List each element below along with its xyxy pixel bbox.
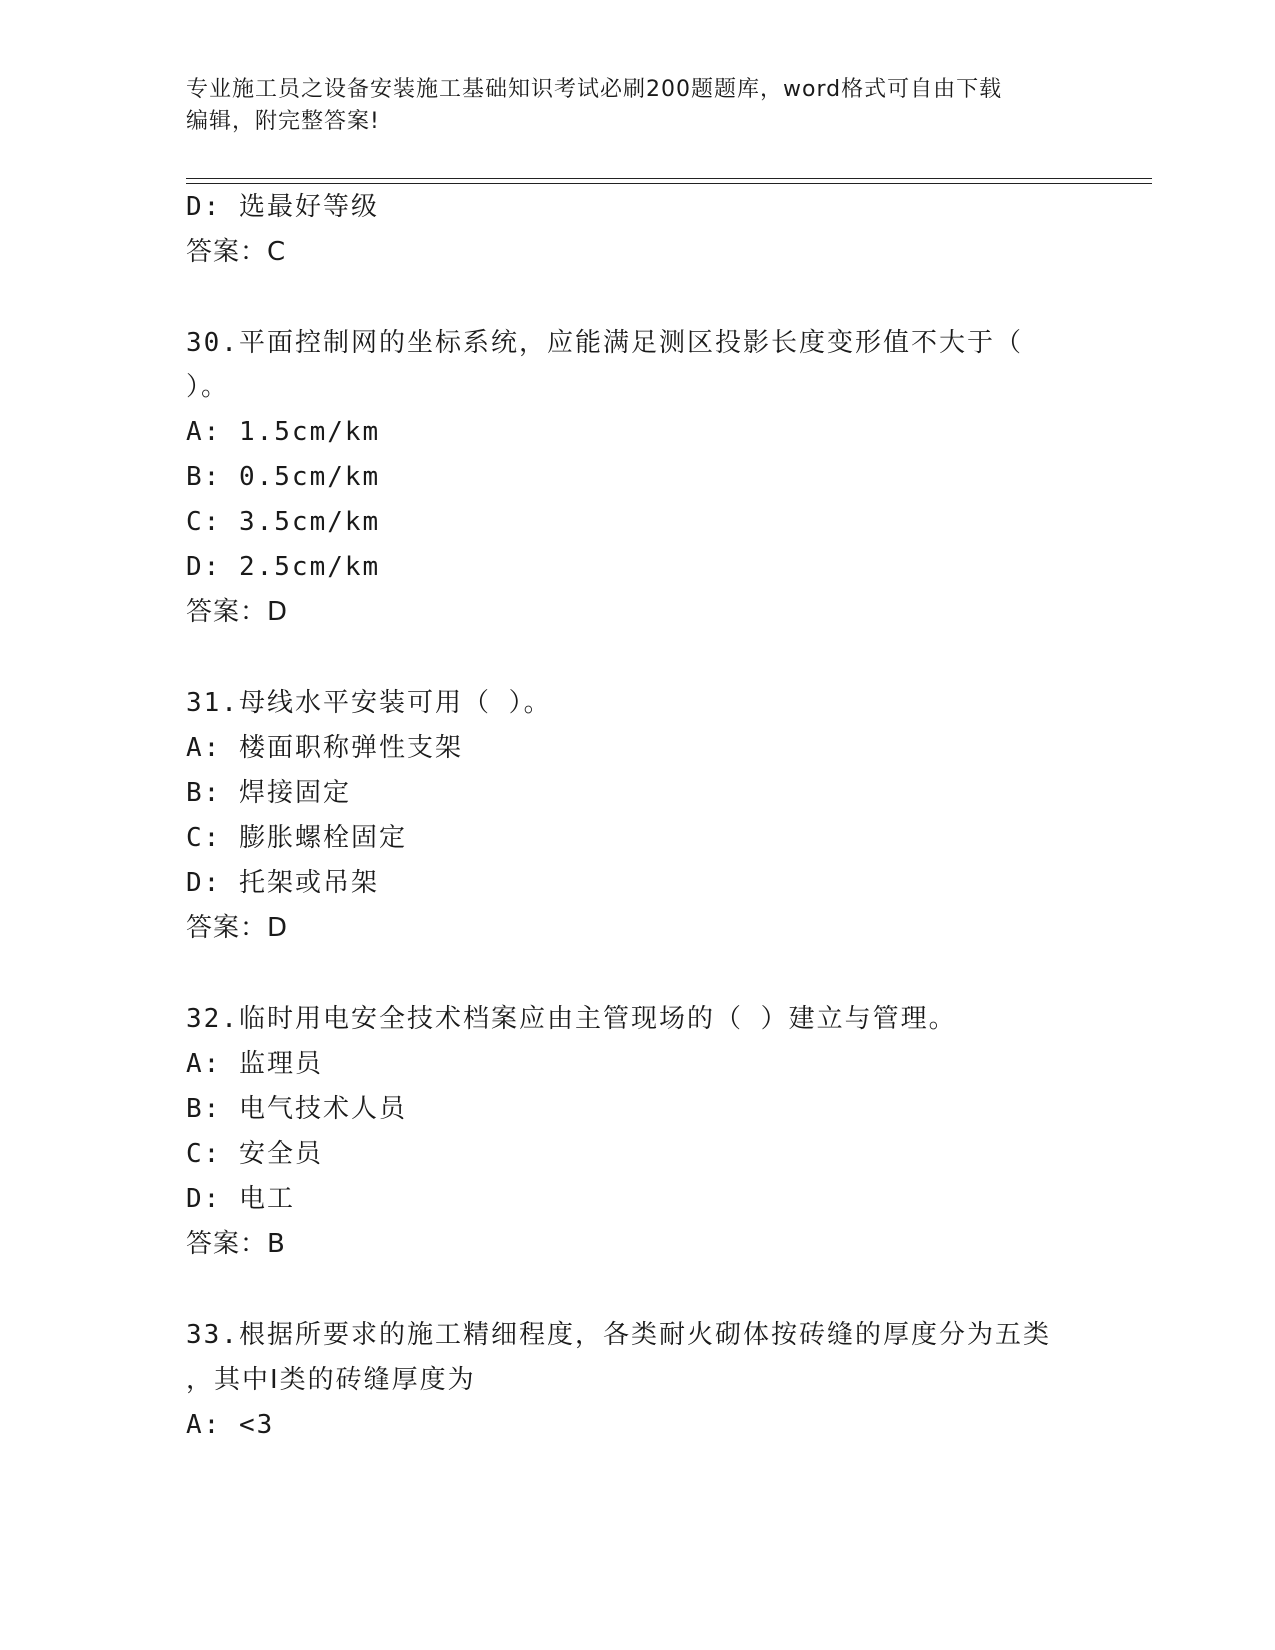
q31-stem: 31.母线水平安装可用（ ）。 bbox=[186, 688, 552, 718]
q30-option-d: D: 2.5cm/km bbox=[186, 552, 381, 582]
q30-answer: 答案：D bbox=[186, 597, 289, 627]
q30-stem-line-1: 30.平面控制网的坐标系统，应能满足测区投影长度变形值不大于（ bbox=[186, 328, 1023, 358]
header-divider-top bbox=[186, 178, 1152, 179]
q33-option-a: A: <3 bbox=[186, 1410, 275, 1440]
q32-option-c: C: 安全员 bbox=[186, 1139, 323, 1169]
document-header bbox=[186, 74, 1066, 138]
q30-option-b: B: 0.5cm/km bbox=[186, 462, 381, 492]
q32-option-b: B: 电气技术人员 bbox=[186, 1094, 407, 1124]
q32-option-a: A: 监理员 bbox=[186, 1049, 323, 1079]
header-line-2: 编辑，附完整答案! bbox=[186, 109, 380, 134]
q30-stem-line-2: ）。 bbox=[186, 372, 230, 402]
q31-option-d: D: 托架或吊架 bbox=[186, 868, 379, 898]
q31-option-c: C: 膨胀螺栓固定 bbox=[186, 823, 407, 853]
header-divider-bottom bbox=[186, 183, 1152, 184]
q32-answer: 答案：B bbox=[186, 1229, 286, 1259]
q29-answer: 答案：C bbox=[186, 237, 287, 267]
q30-option-c: C: 3.5cm/km bbox=[186, 507, 381, 537]
q30-option-a: A: 1.5cm/km bbox=[186, 417, 381, 447]
q29-option-d: D: 选最好等级 bbox=[186, 192, 379, 222]
q31-option-b: B: 焊接固定 bbox=[186, 778, 351, 808]
q33-stem-line-1: 33.根据所要求的施工精细程度，各类耐火砌体按砖缝的厚度分为五类 bbox=[186, 1320, 1051, 1350]
q33-stem-line-2: ，其中Ⅰ类的砖缝厚度为 bbox=[186, 1365, 476, 1395]
q31-answer: 答案：D bbox=[186, 913, 289, 943]
q31-option-a: A: 楼面职称弹性支架 bbox=[186, 733, 463, 763]
q32-stem: 32.临时用电安全技术档案应由主管现场的（ ）建立与管理。 bbox=[186, 1004, 957, 1034]
q32-option-d: D: 电工 bbox=[186, 1184, 295, 1214]
header-line-1: 专业施工员之设备安装施工基础知识考试必刷200题题库，word格式可自由下载 bbox=[186, 77, 1003, 102]
